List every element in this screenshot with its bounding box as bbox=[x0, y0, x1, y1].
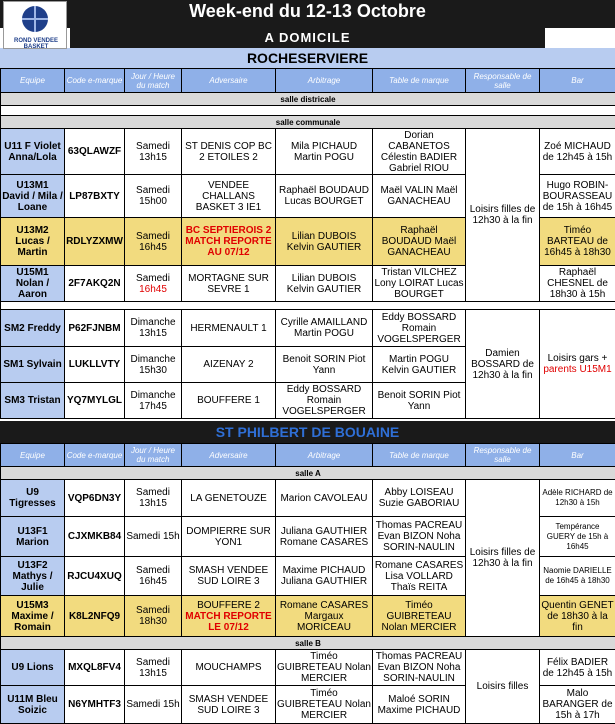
scorer-cell: Abby LOISEAU Suzie GABORIAU bbox=[373, 480, 466, 517]
club-logo bbox=[3, 1, 67, 49]
col-adversaire: Adversaire bbox=[182, 444, 276, 467]
opponent-cell: AIZENAY 2 bbox=[182, 347, 276, 383]
scorer-cell: Maël VALIN Maël GANACHEAU bbox=[373, 175, 466, 218]
resp-cell: Loisirs filles de 12h30 à la fin bbox=[466, 480, 540, 637]
table-row bbox=[1, 129, 615, 175]
referee-cell: Timéo GUIBRETEAU Nolan MERCIER bbox=[276, 686, 373, 724]
scorer-cell: Timéo GUIBRETEAU Nolan MERCIER bbox=[373, 596, 466, 637]
referee-cell: Raphaël BOUDAUD Lucas BOURGET bbox=[276, 175, 373, 218]
code-cell: N6YMHTF3 bbox=[65, 686, 125, 724]
col-table: Table de marque bbox=[373, 444, 466, 467]
page-title: Week-end du 12-13 Octobre bbox=[189, 1, 426, 21]
day-cell: Dimanche 13h15 bbox=[125, 310, 182, 347]
opponent-cell: MORTAGNE SUR SEVRE 1 bbox=[182, 266, 276, 302]
col-bar: Bar bbox=[540, 444, 615, 467]
col-code: Code e-marque bbox=[65, 444, 125, 467]
table-row bbox=[1, 480, 615, 517]
code-cell: K8L2NFQ9 bbox=[65, 596, 125, 637]
scorer-cell: Dorian CABANETOS Célestin BADIER Gabriel RIOU bbox=[373, 129, 466, 175]
opponent-cell: BOUFFERE 1 bbox=[182, 383, 276, 419]
day-cell: Samedi 13h15 bbox=[125, 129, 182, 175]
bar-cell: Adèle RICHARD de 12h30 à 15h bbox=[540, 480, 615, 517]
venue-title-rocheserviere: ROCHESERVIERE bbox=[0, 48, 615, 68]
resp-cell: Damien BOSSARD de 12h30 à la fin bbox=[466, 310, 540, 419]
code-cell: VQP6DN3Y bbox=[65, 480, 125, 517]
opponent-cell: DOMPIERRE SUR YON1 bbox=[182, 517, 276, 557]
opponent-cell: BC SEPTIEROIS 2 MATCH REPORTE AU 07/12 bbox=[182, 218, 276, 266]
opponent-cell: SMASH VENDEE SUD LOIRE 3 bbox=[182, 557, 276, 596]
referee-cell: Lilian DUBOIS Kelvin GAUTIER bbox=[276, 266, 373, 302]
scorer-cell: Benoit SORIN Piot Yann bbox=[373, 383, 466, 419]
day-cell: Samedi 16h45 bbox=[125, 218, 182, 266]
scorer-cell: Eddy BOSSARD Romain VOGELSPERGER bbox=[373, 310, 466, 347]
col-arbitrage: Arbitrage bbox=[276, 69, 373, 93]
opponent-cell: LA GENETOUZE bbox=[182, 480, 276, 517]
scorer-cell: Romane CASARES Lisa VOLLARD Thaïs REITA bbox=[373, 557, 466, 596]
referee-cell: Maxime PICHAUD Juliana GAUTHIER bbox=[276, 557, 373, 596]
code-cell: RDLYZXMW bbox=[65, 218, 125, 266]
section-row bbox=[1, 93, 615, 106]
team-cell: U13M1 David / Mila / Loane bbox=[1, 175, 65, 218]
opponent-cell bbox=[182, 596, 276, 637]
team-cell: SM1 Sylvain bbox=[1, 347, 65, 383]
bar-label: Loisirs gars + bbox=[547, 353, 608, 364]
section-label: salle districale bbox=[1, 93, 615, 106]
schedule-table-rocheserviere bbox=[0, 68, 615, 419]
col-resp: Responsable de salle bbox=[466, 69, 540, 93]
code-cell: 63QLAWZF bbox=[65, 129, 125, 175]
team-cell: U9 Tigresses bbox=[1, 480, 65, 517]
col-adversaire: Adversaire bbox=[182, 69, 276, 93]
bar-cell: Tempérance GUERY de 15h à 16h45 bbox=[540, 517, 615, 557]
spacer-row bbox=[1, 106, 615, 116]
col-equipe: Equipe bbox=[1, 69, 65, 93]
col-code: Code e-marque bbox=[65, 69, 125, 93]
time-label: 16h45 bbox=[139, 283, 167, 295]
bar-cell: Hugo ROBIN-BOURASSEAU de 15h à 16h45 bbox=[540, 175, 615, 218]
code-cell: CJXMKB84 bbox=[65, 517, 125, 557]
team-cell: SM3 Tristan bbox=[1, 383, 65, 419]
code-cell: MXQL8FV4 bbox=[65, 650, 125, 686]
home-banner: A DOMICILE bbox=[70, 28, 545, 48]
bar-extra: parents U15M1 bbox=[543, 364, 612, 375]
section-label: salle A bbox=[1, 467, 615, 480]
day-cell: Samedi 15h00 bbox=[125, 175, 182, 218]
team-cell: U15M1 Nolan / Aaron bbox=[1, 266, 65, 302]
col-resp: Responsable de salle bbox=[466, 444, 540, 467]
bar-cell: Zoé MICHAUD de 12h45 à 15h bbox=[540, 129, 615, 175]
schedule-table-st-philbert bbox=[0, 443, 615, 724]
bar-cell: Naomie DARIELLE de 16h45 à 18h30 bbox=[540, 557, 615, 596]
team-cell: U13M2 Lucas / Martin bbox=[1, 218, 65, 266]
logo-text: ROND VENDEE BASKET bbox=[13, 38, 58, 50]
bar-cell: Timéo BARTEAU de 16h45 à 18h30 bbox=[540, 218, 615, 266]
table-header bbox=[1, 69, 615, 93]
code-cell: YQ7MYLGL bbox=[65, 383, 125, 419]
team-cell: U11 F Violet Anna/Lola bbox=[1, 129, 65, 175]
col-day: Jour / Heure du match bbox=[125, 69, 182, 93]
bar-cell: Quentin GENET de 18h30 à la fin bbox=[540, 596, 615, 637]
opponent-cell: VENDEE CHALLANS BASKET 3 IE1 bbox=[182, 175, 276, 218]
day-cell: Samedi 18h30 bbox=[125, 596, 182, 637]
venue-title-st-philbert: ST PHILBERT DE BOUAINE bbox=[0, 421, 615, 443]
postponed-note: MATCH REPORTE LE 07/12 bbox=[185, 610, 272, 633]
day-cell: Samedi 13h15 bbox=[125, 480, 182, 517]
referee-cell: Benoit SORIN Piot Yann bbox=[276, 347, 373, 383]
opponent-cell: HERMENAULT 1 bbox=[182, 310, 276, 347]
col-arbitrage: Arbitrage bbox=[276, 444, 373, 467]
team-cell: U11M Bleu Soizic bbox=[1, 686, 65, 724]
col-day: Jour / Heure du match bbox=[125, 444, 182, 467]
day-cell: Samedi 13h15 bbox=[125, 650, 182, 686]
opponent-cell: MOUCHAMPS bbox=[182, 650, 276, 686]
col-table: Table de marque bbox=[373, 69, 466, 93]
referee-cell: Mila PICHAUD Martin POGU bbox=[276, 129, 373, 175]
referee-cell: Juliana GAUTHIER Romane CASARES bbox=[276, 517, 373, 557]
day-cell: Samedi 15h bbox=[125, 686, 182, 724]
referee-cell: Romane CASARES Margaux MORICEAU bbox=[276, 596, 373, 637]
referee-cell: Lilian DUBOIS Kelvin GAUTIER bbox=[276, 218, 373, 266]
code-cell: P62FJNBM bbox=[65, 310, 125, 347]
section-row bbox=[1, 116, 615, 129]
day-cell bbox=[125, 266, 182, 302]
scorer-cell: Martin POGU Kelvin GAUTIER bbox=[373, 347, 466, 383]
section-label: salle B bbox=[1, 637, 615, 650]
basketball-icon bbox=[22, 6, 48, 32]
col-equipe: Equipe bbox=[1, 444, 65, 467]
code-cell: 2F7AKQ2N bbox=[65, 266, 125, 302]
scorer-cell: Tristan VILCHEZ Lony LOIRAT Lucas BOURGET bbox=[374, 267, 464, 300]
bar-cell: Raphaël CHESNEL de 18h30 à 15h bbox=[540, 266, 615, 302]
opponent-name: BOUFFERE 2 bbox=[197, 599, 260, 611]
section-label: salle communale bbox=[1, 116, 615, 129]
col-bar: Bar bbox=[540, 69, 615, 93]
day-cell: Dimanche 15h30 bbox=[125, 347, 182, 383]
table-row bbox=[1, 310, 615, 347]
opponent-cell: SMASH VENDEE SUD LOIRE 3 bbox=[182, 686, 276, 724]
day-cell: Dimanche 17h45 bbox=[125, 383, 182, 419]
bar-cell: Malo BARANGER de 15h à 17h bbox=[540, 686, 615, 724]
section-row bbox=[1, 637, 615, 650]
bar-cell: Félix BADIER de 12h45 à 15h bbox=[540, 650, 615, 686]
section-row bbox=[1, 467, 615, 480]
opponent-cell: ST DENIS COP BC 2 ETOILES 2 bbox=[182, 129, 276, 175]
resp-cell: Loisirs filles bbox=[466, 650, 540, 724]
team-cell: U13F2 Mathys / Julie bbox=[1, 557, 65, 596]
team-cell: U9 Lions bbox=[1, 650, 65, 686]
scorer-cell: Thomas PACREAU Evan BIZON Noha SORIN-NAULIN bbox=[373, 650, 466, 686]
referee-cell: Eddy BOSSARD Romain VOGELSPERGER bbox=[276, 383, 373, 419]
table-row bbox=[1, 650, 615, 686]
spacer-row bbox=[1, 302, 615, 310]
bar-cell bbox=[540, 310, 615, 419]
scorer-cell: Thomas PACREAU Evan BIZON Noha SORIN-NAULIN bbox=[373, 517, 466, 557]
referee-cell: Cyrille AMAILLAND Martin POGU bbox=[276, 310, 373, 347]
team-cell: U15M3 Maxime / Romain bbox=[1, 596, 65, 637]
table-header bbox=[1, 444, 615, 467]
resp-cell: Loisirs filles de 12h30 à la fin bbox=[466, 129, 540, 302]
scorer-cell: Maloé SORIN Maxime PICHAUD bbox=[373, 686, 466, 724]
code-cell: LP87BXTY bbox=[65, 175, 125, 218]
spacer bbox=[1, 302, 615, 310]
day-cell: Samedi 15h bbox=[125, 517, 182, 557]
day-label: Samedi bbox=[136, 272, 170, 284]
spacer bbox=[1, 106, 615, 116]
scorer-cell: Raphaël BOUDAUD Maël GANACHEAU bbox=[373, 218, 466, 266]
code-cell: LUKLLVTY bbox=[65, 347, 125, 383]
referee-cell: Timéo GUIBRETEAU Nolan MERCIER bbox=[277, 651, 371, 684]
day-cell: Samedi 16h45 bbox=[125, 557, 182, 596]
referee-cell: Marion CAVOLEAU bbox=[276, 480, 373, 517]
team-cell: U13F1 Marion bbox=[1, 517, 65, 557]
team-cell: SM2 Freddy bbox=[1, 310, 65, 347]
code-cell: RJCU4XUQ bbox=[65, 557, 125, 596]
